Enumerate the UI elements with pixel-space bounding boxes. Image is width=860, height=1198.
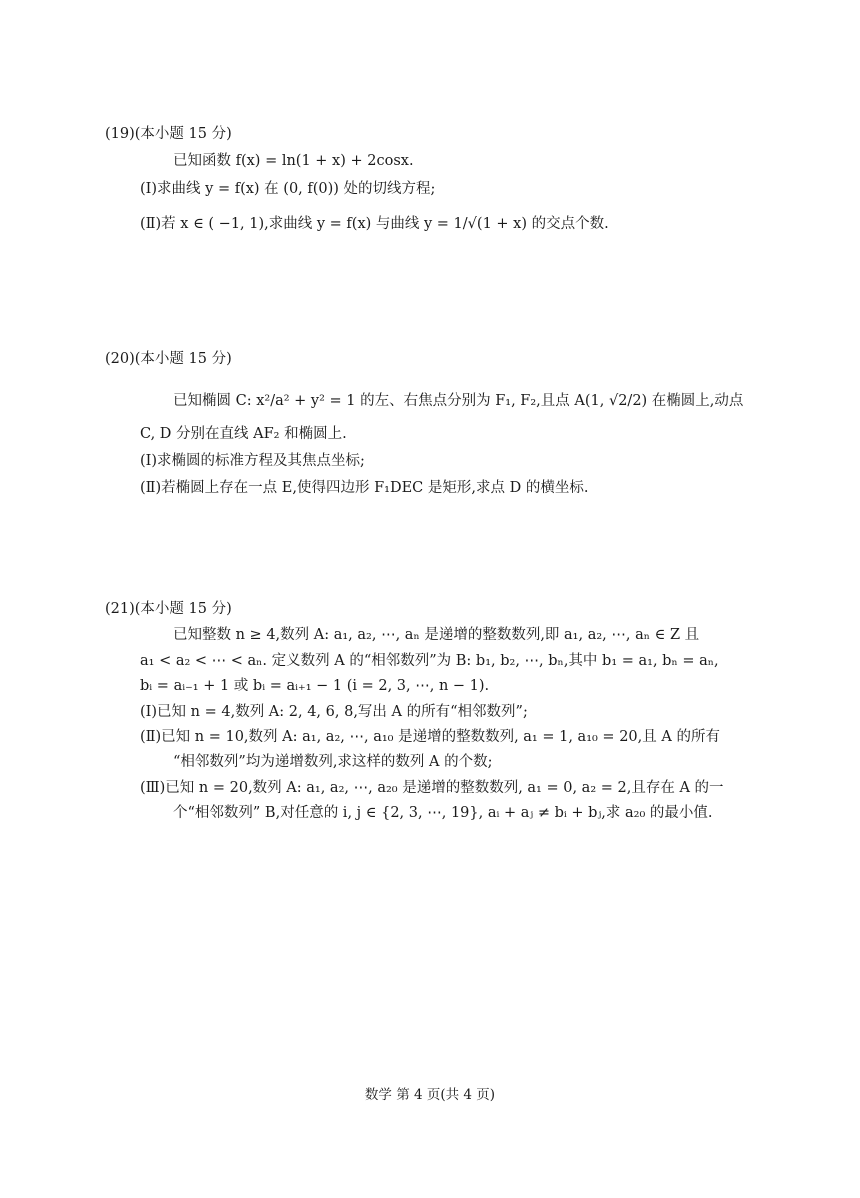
problem-19-part-1: (Ⅰ)求曲线 y = f(x) 在 (0, f(0)) 处的切线方程; [140, 181, 436, 197]
problem-21-intro-line-3: bᵢ = aᵢ₋₁ + 1 或 bᵢ = aᵢ₊₁ − 1 (i = 2, 3, ⋯, n − 1). [140, 678, 490, 694]
page-footer: 数学 第 4 页(共 4 页) [364, 1087, 496, 1103]
problem-21-header: (21)(本小题 15 分) [105, 601, 232, 617]
problem-21-part-2-line-2: “相邻数列”均为递增数列,求这样的数列 A 的个数; [173, 754, 493, 770]
problem-21-part-2-line-1: (Ⅱ)已知 n = 10,数列 A: a₁, a₂, ⋯, a₁₀ 是递增的整数数列, a₁ = 1, a₁₀ = 20,且 A 的所有 [140, 729, 720, 745]
problem-19-part-2: (Ⅱ)若 x ∈ ( −1, 1),求曲线 y = f(x) 与曲线 y = 1/√(1 + x) 的交点个数. [140, 216, 609, 232]
problem-21-intro-line-2: a₁ < a₂ < ⋯ < aₙ. 定义数列 A 的“相邻数列”为 B: b₁, b₂, ⋯, bₙ,其中 b₁ = a₁, bₙ = aₙ, [140, 653, 719, 669]
problem-21-intro-line-1: 已知整数 n ≥ 4,数列 A: a₁, a₂, ⋯, aₙ 是递增的整数数列,即 a₁, a₂, ⋯, aₙ ∈ Z 且 [173, 627, 700, 643]
problem-21-part-1: (Ⅰ)已知 n = 4,数列 A: 2, 4, 6, 8,写出 A 的所有“相邻数列”; [140, 704, 528, 720]
problem-20-header: (20)(本小题 15 分) [105, 351, 232, 367]
problem-20-intro-line-2: C, D 分别在直线 AF₂ 和椭圆上. [140, 426, 347, 442]
problem-21-part-3-line-2: 个“相邻数列” B,对任意的 i, j ∈ {2, 3, ⋯, 19}, aᵢ + aⱼ ≠ bᵢ + bⱼ,求 a₂₀ 的最小值. [173, 805, 713, 821]
problem-20-part-2: (Ⅱ)若椭圆上存在一点 E,使得四边形 F₁DEC 是矩形,求点 D 的横坐标. [140, 480, 589, 496]
problem-21-part-3-line-1: (Ⅲ)已知 n = 20,数列 A: a₁, a₂, ⋯, a₂₀ 是递增的整数数列, a₁ = 0, a₂ = 2,且存在 A 的一 [140, 780, 724, 796]
problem-20-intro-line-1: 已知椭圆 C: x²/a² + y² = 1 的左、右焦点分别为 F₁, F₂,且点 A(1, √2/2) 在椭圆上,动点 [173, 393, 744, 409]
problem-19-header: (19)(本小题 15 分) [105, 126, 232, 142]
problem-19-intro: 已知函数 f(x) = ln(1 + x) + 2cosx. [173, 153, 414, 169]
problem-20-part-1: (Ⅰ)求椭圆的标准方程及其焦点坐标; [140, 453, 365, 469]
